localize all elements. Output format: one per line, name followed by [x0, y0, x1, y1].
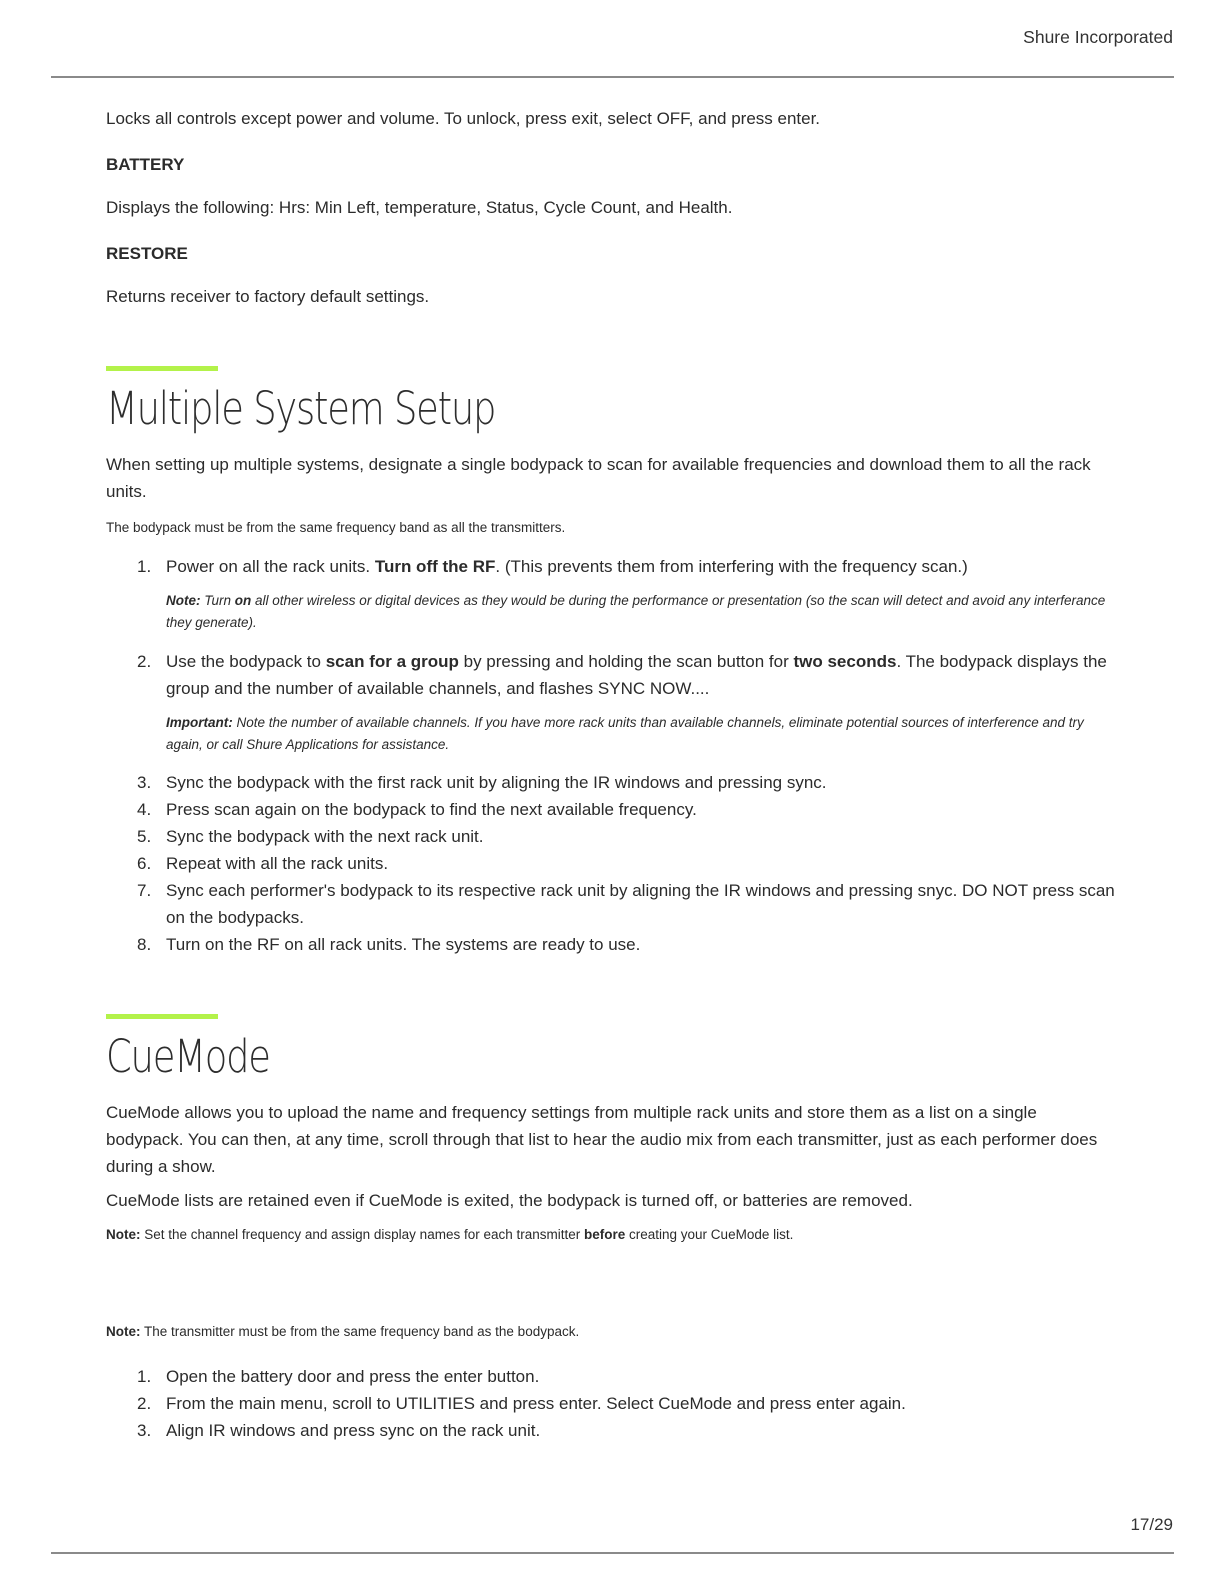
lock-description: Locks all controls except power and volume. To unlock, press exit, select OFF, and press enter.: [106, 109, 821, 128]
multi-steps: [106, 553, 1116, 580]
step-emphasis: scan for a group: [325, 652, 459, 671]
multi-intro: When setting up multiple systems, designate a single bodypack to scan for available frequencies and download them to all the rack units.: [106, 455, 1091, 501]
note-label: Note:: [106, 1324, 141, 1339]
step-number: 3.: [137, 1421, 152, 1440]
note-label: Note:: [166, 593, 201, 608]
page-content: [106, 105, 1116, 1444]
section-accent-bar: [106, 1014, 218, 1019]
step-text: by pressing and holding the scan button for: [458, 652, 794, 671]
step-number: 6.: [137, 854, 152, 873]
note-text: Turn: [200, 593, 235, 608]
step-emphasis: Turn off the RF: [374, 557, 496, 576]
note-emphasis: on: [234, 593, 252, 608]
step-text: Use the bodypack to: [166, 652, 326, 671]
step-text: Turn on the RF on all rack units. The systems are ready to use.: [166, 935, 641, 954]
note-text: creating your CueMode list.: [625, 1227, 794, 1242]
note-block: [106, 590, 1116, 634]
step-number: 4.: [137, 800, 152, 819]
step-text: Sync the bodypack with the next rack unit.: [166, 827, 484, 846]
step-number: 2.: [137, 1394, 152, 1413]
step-text: . (This prevents them from interfering with the frequency scan.): [495, 557, 968, 576]
step-number: 3.: [137, 773, 152, 792]
note-text: all other wireless or digital devices as they would be during the performance or presentation (so the scan will detect and avoid any interferance they generate).: [166, 593, 1106, 630]
list-item: [106, 877, 1116, 931]
cue-note: [106, 1224, 1116, 1246]
page-number: 17/29: [1130, 1515, 1173, 1534]
list-item: [106, 1363, 1116, 1390]
step-number: 7.: [137, 881, 152, 900]
step-text: Align IR windows and press sync on the rack unit.: [166, 1421, 541, 1440]
restore-label: RESTORE: [106, 244, 188, 263]
list-item: [106, 796, 1116, 823]
list-item: [106, 850, 1116, 877]
multi-band-note: The bodypack must be from the same frequency band as all the transmitters.: [106, 520, 566, 535]
footer-rule: [51, 1552, 1174, 1554]
step-text: . The bodypack displays the group and the number of available channels, and flashes SYNC NOW....: [166, 652, 1107, 698]
multi-steps-2: [106, 648, 1116, 702]
step-number: 2.: [137, 652, 152, 671]
list-item: [106, 823, 1116, 850]
important-text: Note the number of available channels. If you have more rack units than available channels, eliminate potential sources of interference and try again, or call Shure Applications for assistance.: [166, 715, 1084, 752]
note-text: The transmitter must be from the same frequency band as the bodypack.: [140, 1324, 580, 1339]
battery-label: BATTERY: [106, 155, 185, 174]
section-title-cuemode: CueMode: [106, 1030, 270, 1083]
step-text: Sync each performer's bodypack to its respective rack unit by aligning the IR windows and pressing snyc. DO NOT press scan on the bodypacks.: [166, 881, 1115, 927]
important-label: Important:: [166, 715, 233, 730]
list-item: [106, 931, 1116, 958]
step-text: From the main menu, scroll to UTILITIES and press enter. Select CueMode and press enter again.: [166, 1394, 906, 1413]
cue-intro: CueMode allows you to upload the name and frequency settings from multiple rack units and store them as a list on a single bodypack. You can then, at any time, scroll through that list to hear the audio mix from each transmitter, just as each performer does during a show.: [106, 1103, 1098, 1176]
cue-steps: [106, 1363, 1116, 1444]
header-rule: [51, 76, 1174, 78]
note-text: Set the channel frequency and assign display names for each transmitter: [140, 1227, 584, 1242]
list-item: [106, 648, 1116, 702]
battery-description: Displays the following: Hrs: Min Left, temperature, Status, Cycle Count, and Health.: [106, 198, 733, 217]
step-text: Sync the bodypack with the first rack unit by aligning the IR windows and pressing sync.: [166, 773, 827, 792]
step-number: 1.: [137, 557, 152, 576]
list-item: [106, 769, 1116, 796]
step-text: Power on all the rack units.: [166, 557, 375, 576]
note-emphasis: before: [584, 1227, 626, 1242]
step-text: Press scan again on the bodypack to find the next available frequency.: [166, 800, 697, 819]
note-label: Note:: [106, 1227, 141, 1242]
list-item: [106, 1390, 1116, 1417]
cue-retain: CueMode lists are retained even if CueMode is exited, the bodypack is turned off, or batteries are removed.: [106, 1191, 913, 1210]
step-text: Repeat with all the rack units.: [166, 854, 389, 873]
list-item: [106, 553, 1116, 580]
multi-steps-rest: [106, 769, 1116, 958]
step-text: Open the battery door and press the enter button.: [166, 1367, 540, 1386]
important-block: [106, 712, 1116, 756]
step-emphasis: two seconds: [793, 652, 897, 671]
restore-description: Returns receiver to factory default settings.: [106, 287, 430, 306]
step-number: 8.: [137, 935, 152, 954]
list-item: [106, 1417, 1116, 1444]
step-number: 5.: [137, 827, 152, 846]
cue-band-note: [106, 1321, 1116, 1343]
section-accent-bar: [106, 366, 218, 371]
step-number: 1.: [137, 1367, 152, 1386]
company-name: Shure Incorporated: [1023, 27, 1173, 47]
section-title-multiple-system: Multiple System Setup: [106, 382, 496, 435]
